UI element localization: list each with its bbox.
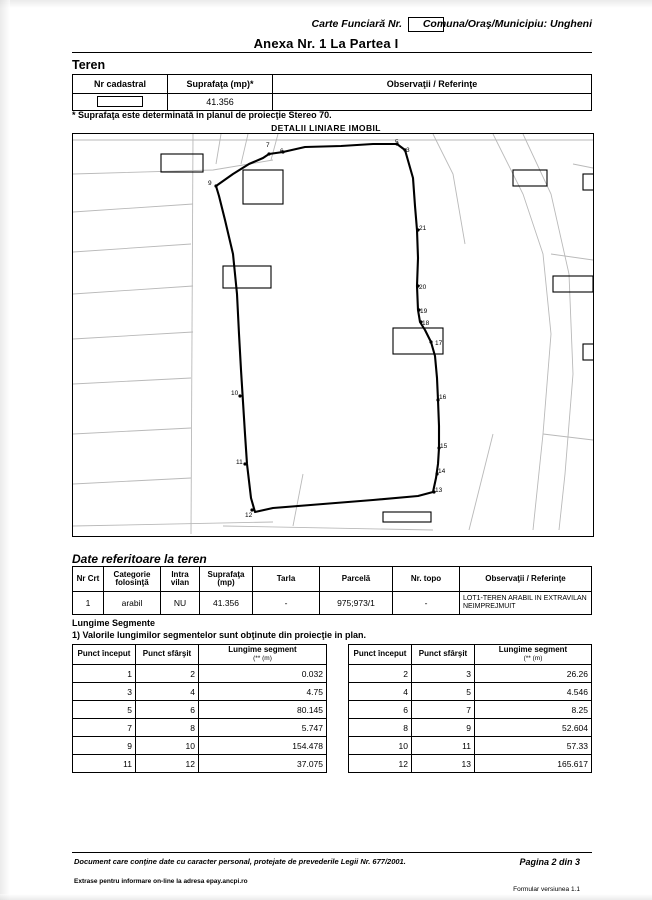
col-parcela: Parcelă	[320, 567, 393, 592]
cell-start: 11	[73, 755, 136, 773]
table-row	[73, 755, 327, 773]
map-point-12: 12	[245, 512, 253, 519]
col-punct-sfarsit: Punct sfârşit	[412, 645, 475, 665]
footer-divider	[72, 852, 592, 853]
lungime-subtitle: 1) Valorile lungimilor segmentelor sunt obţinute din proiecţie in plan.	[72, 630, 367, 640]
cell-observatii: LOT1-TEREN ARABIL IN EXTRAVILAN NEIMPREJMUIT	[460, 592, 592, 615]
scan-edge-bottom	[0, 894, 652, 900]
col-intravilan: Intra vilan	[161, 567, 200, 592]
cell-nr-cadastral	[73, 94, 168, 111]
cell-end: 10	[136, 737, 199, 755]
table-header-row	[349, 645, 592, 665]
background-parcels	[73, 134, 593, 534]
cell-end: 3	[412, 665, 475, 683]
footer-extras	[74, 878, 248, 885]
cell-end: 13	[412, 755, 475, 773]
table-row	[73, 683, 327, 701]
map-point-21: 21	[419, 225, 427, 232]
cell-suprafata: 41.356	[168, 94, 273, 111]
map-point-11: 11	[236, 459, 243, 466]
cell-start: 8	[349, 719, 412, 737]
cell-length: 4.546	[475, 683, 592, 701]
cell-length: 5.747	[199, 719, 327, 737]
lungime-unit-note: (** (m)	[523, 655, 543, 663]
cell-start: 12	[349, 755, 412, 773]
table-row	[73, 737, 327, 755]
cell-end: 12	[136, 755, 199, 773]
date-teren-table	[72, 566, 592, 615]
col-tarla: Tarla	[253, 567, 320, 592]
cell-length: 37.075	[199, 755, 327, 773]
table-header-row	[73, 645, 327, 665]
cell-tarla: -	[253, 592, 320, 615]
cell-end: 4	[136, 683, 199, 701]
map-point-7: 7	[266, 142, 270, 149]
cell-end: 9	[412, 719, 475, 737]
cell-categorie: arabil	[104, 592, 161, 615]
cell-end: 7	[412, 701, 475, 719]
col-punct-inceput: Punct început	[73, 645, 136, 665]
table-row	[73, 719, 327, 737]
map-point-14: 14	[438, 468, 446, 475]
col-punct-inceput: Punct început	[349, 645, 412, 665]
cell-length: 165.617	[475, 755, 592, 773]
cell-parcela: 975;973/1	[320, 592, 393, 615]
cell-intravilan: NU	[161, 592, 200, 615]
footer-extras-link[interactable]: epay.ancpi.ro	[206, 878, 248, 885]
footer-extras-prefix: Extrase pentru informare on-line la adresa	[74, 878, 207, 885]
map-point-10: 10	[231, 390, 239, 397]
col-observatii: Observaţii / Referinţe	[273, 75, 592, 94]
cell-start: 6	[349, 701, 412, 719]
cell-length: 80.145	[199, 701, 327, 719]
cell-end: 2	[136, 665, 199, 683]
col-suprafata: Suprafaţa (mp)*	[168, 75, 273, 94]
cell-nr-topo: -	[393, 592, 460, 615]
cell-start: 2	[349, 665, 412, 683]
cell-length: 154.478	[199, 737, 327, 755]
col-nr-crt: Nr Crt	[73, 567, 104, 592]
cell-start: 5	[73, 701, 136, 719]
map-point-3: 3	[406, 147, 410, 154]
table-row	[349, 737, 592, 755]
map-point-17: 17	[435, 340, 443, 347]
table-row	[349, 701, 592, 719]
col-punct-sfarsit: Punct sfârşit	[136, 645, 199, 665]
map-point-9: 9	[208, 180, 212, 187]
cell-length: 8.25	[475, 701, 592, 719]
map-title: DETALII LINIARE IMOBIL	[271, 123, 381, 133]
cell-suprafata: 41.356	[200, 592, 253, 615]
table-header-row	[73, 75, 592, 94]
col-observatii: Observaţii / Referinţe	[460, 567, 592, 592]
teren-table	[72, 74, 592, 111]
col-lungime-segment	[475, 645, 592, 665]
table-row	[73, 592, 592, 615]
cell-observatii	[273, 94, 592, 111]
table-row	[349, 755, 592, 773]
cell-end: 5	[412, 683, 475, 701]
scan-edge-left	[0, 0, 10, 900]
cell-length: 0.032	[199, 665, 327, 683]
table-row	[73, 701, 327, 719]
cell-length: 26.26	[475, 665, 592, 683]
map-point-16: 16	[439, 394, 447, 401]
map-point-18: 18	[422, 320, 430, 327]
table-row	[349, 719, 592, 737]
map-point-5: 5	[395, 139, 399, 146]
segment-table-right	[348, 644, 592, 773]
date-teren-label: Date referitoare la teren	[72, 552, 207, 566]
carte-funciara-label: Carte Funciară Nr.	[311, 18, 402, 30]
col-lungime-segment	[199, 645, 327, 665]
anexa-title: Anexa Nr. 1 La Partea I	[253, 36, 399, 51]
lungime-unit-note: (** (m)	[253, 655, 272, 663]
cell-length: 57.33	[475, 737, 592, 755]
cadastral-map	[72, 133, 594, 537]
nr-cadastral-box	[97, 96, 143, 107]
col-suprafata: Suprafaţa (mp)	[200, 567, 253, 592]
footer-page-number: Pagina 2 din 3	[519, 857, 580, 867]
table-row	[73, 665, 327, 683]
table-header-row	[73, 567, 592, 592]
cell-start: 4	[349, 683, 412, 701]
cell-start: 10	[349, 737, 412, 755]
map-point-13: 13	[435, 487, 443, 494]
teren-footnote: * Suprafaţa este determinată in planul de proiecţie Stereo 70.	[72, 110, 332, 120]
scan-edge-top	[0, 0, 652, 8]
footer-confidential: Document care conţine date cu caracter personal, protejate de prevederile Legii Nr. 677/2001.	[74, 857, 406, 866]
comuna-label: Comuna/Oraş/Municipiu: Ungheni	[422, 18, 592, 30]
cell-start: 7	[73, 719, 136, 737]
cell-nr-crt: 1	[73, 592, 104, 615]
cell-length: 4.75	[199, 683, 327, 701]
lungime-title: Lungime Segmente	[72, 618, 156, 628]
cell-end: 11	[412, 737, 475, 755]
cell-length: 52.604	[475, 719, 592, 737]
map-drawing	[73, 134, 593, 536]
lungime-header-text: Lungime segment	[498, 645, 568, 654]
lungime-header-text: Lungime segment	[228, 645, 297, 654]
map-point-19: 19	[420, 308, 428, 315]
table-row	[349, 665, 592, 683]
table-row	[349, 683, 592, 701]
cell-end: 8	[136, 719, 199, 737]
cell-end: 6	[136, 701, 199, 719]
header-divider	[72, 52, 592, 53]
cell-start: 9	[73, 737, 136, 755]
col-nr-topo: Nr. topo	[393, 567, 460, 592]
table-row	[73, 94, 592, 111]
cell-start: 1	[73, 665, 136, 683]
segment-table-left	[72, 644, 327, 773]
teren-section-label: Teren	[72, 58, 106, 72]
map-point-15: 15	[440, 443, 448, 450]
footer-version: Formular versiunea 1.1	[513, 886, 580, 893]
col-nr-cadastral: Nr cadastral	[73, 75, 168, 94]
document-header	[72, 16, 592, 38]
map-point-6: 6	[280, 148, 284, 155]
map-point-20: 20	[419, 284, 427, 291]
cell-start: 3	[73, 683, 136, 701]
col-categorie: Categorie folosinţă	[104, 567, 161, 592]
